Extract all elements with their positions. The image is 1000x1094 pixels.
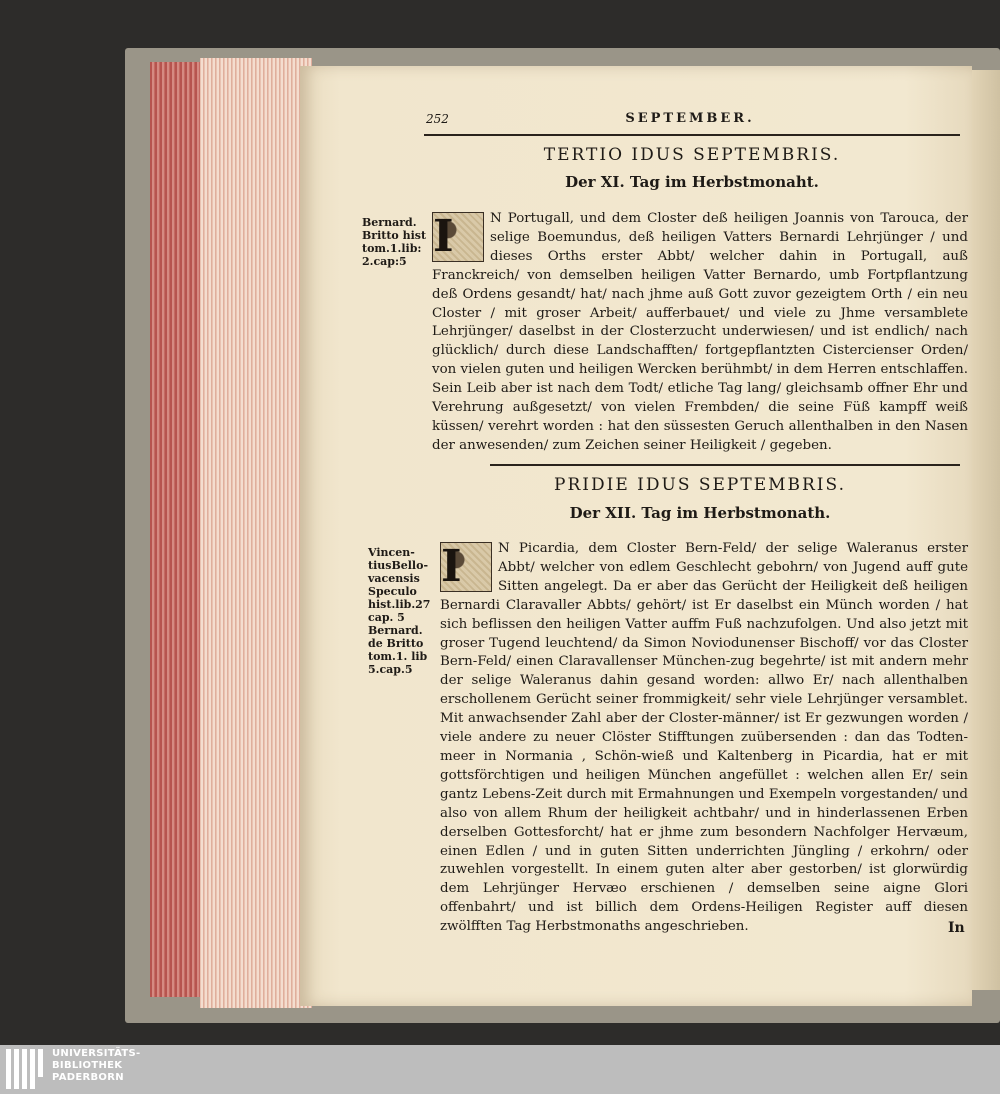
page-number: 252 [426,112,449,126]
section-xii-drop-cap: I [440,542,492,592]
page-header [420,108,960,130]
section-xii-body [440,540,968,940]
facing-page-edge [972,70,1000,990]
section-xii-text: N Picardia, dem Closter Bern-Feld/ der selige Waleranus erster Abbt/ welcher von edlem Geschlecht gebohrn/ von Jugend auff gute Sitten angelegt. Da er aber das Gerücht der Heiligkeit deß heiligen Bernardi Claravaller Abbts/ gehört/ ist Er daselbst ein Münch worden / hat sich beflissen den heiligen Vatter auffm Fuß nachzufolgen. Und also jetzt mit groser Tugend leuchtend/ da Simon Noviodunenser Bischoff/ vor das Closter Bern-Feld/ einen Claravallenser München-zug begehrte/ ist mit andern mehr der selige Waleranus dahin gesand worden: allwo Er/ nach allenthalben erschollenem Gerücht seiner frommigkeit/ sehr viele Lehrjünger versamblet. Mit anwachsender Zahl aber der Closter-männer/ ist Er gezwungen worden / viele andere zu neuer Clöster Stifftungen zuübersenden : dan das Todten-meer in Normania , Schön-wieß und Kaltenberg in Picardia, hat er mit gottsförchtigen und heiligen München angefüllet : welchen allen Er/ sein gantz Lebens-Zeit durch mit Ermahnungen und Exempeln vorgestanden/ und also von allem Rhum der heiligkeit achtbahr/ und in hinderlassenen Erben derselben Gottesforcht/ hat er jhme zum besondern Nachfolger Hervæum, einen Edlen / und in guten Sitten underrichten Jüngling / erkohrn/ oder zuwehlen vorgestellt. In einem guten alter aber gestorben/ ist glorwürdig dem Lehrjünger Hervæo erschienen / demselben seine aigne Glori offenbahrt/ und ist billich dem Ordens-Heiligen Register auff diesen zwölfften Tag Herbstmonaths angeschrieben. [440,541,968,935]
catchword: In [948,920,965,936]
section-xi-text: N Portugall, und dem Closter deß heiligen Joannis von Tarouca, der selige Boemundus, deß heiligen Vatters Bernardi Lehrjünger / und dieses Orths erster Abbt/ welcher dahin in Portugall, auß Franckreich/ von demselben heiligen Vatter Bernardo, umb Fortpflantzung deß Ordens gesandt/ hat/ nach jhme auß Gott zuvor gezeigtem Orth / ein neu Closter / mit groser Arbeit/ aufferbauet/ und viele zu Jhme versamblete Lehrjünger/ daselbst in der Closterzucht underwiesen/ und ist endlich/ nach glücklich/ durch diese Landschafften/ fortgepflantzten Cistercienser Orden/ von vielen guten und heiligen Wercken berühmbt/ in dem Herren entschlaffen. Sein Leib aber ist nach dem Todt/ etliche Tag lang/ gleichsamb offner Ehr und Verehrung außgesetzt/ von vielen Frembden/ die seine Füß kampff weiß küssen/ verehrt worden : hat den süssesten Geruch allenthalben in den Nasen der anwesenden/ zum Zeichen seiner Heiligkeit / gegeben. [432,211,968,453]
logo-line-2: BIBLIOTHEK [52,1060,123,1071]
logo-line-3: PADERBORN [52,1072,124,1083]
logo-line-1: UNIVERSITÄTS- [52,1048,141,1059]
running-title: SEPTEMBER. [625,111,755,126]
section-xii-margin-note: Vincen- tiusBello- vacensis Speculo hist.lib.27 cap. 5 Bernard. de Britto tom.1. lib 5.cap.5 [368,546,431,676]
header-rule [424,134,960,136]
section-xi-subtitle: Der XI. Tag im Herbstmonaht. [565,173,819,191]
library-footer [0,1045,1000,1094]
section-xi-drop-cap: I [432,212,484,262]
section-xi-margin-note: Bernard. Britto hist tom.1.lib: 2.cap:5 [362,216,427,268]
section-xi-title: TERTIO IDUS SEPTEMBRIS. [543,145,841,165]
section-xii-title: PRIDIE IDUS SEPTEMBRIS. [554,475,846,495]
page-edges [200,58,312,1008]
section-xii-subtitle: Der XII. Tag im Herbstmonath. [569,504,831,522]
section-xi-body [432,210,968,460]
library-logo-text [52,1048,141,1084]
section-divider [490,464,960,466]
library-logo-icon [6,1049,46,1089]
